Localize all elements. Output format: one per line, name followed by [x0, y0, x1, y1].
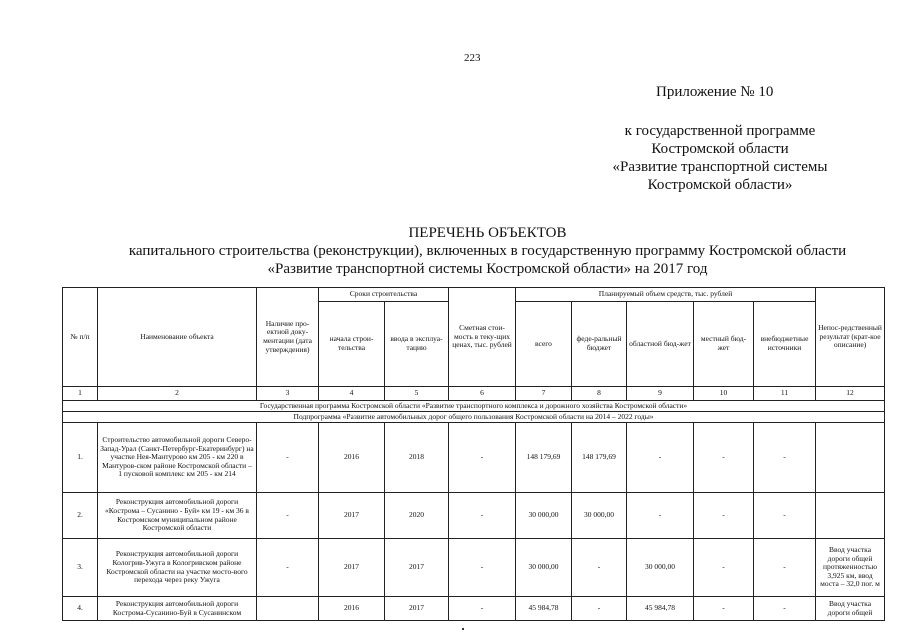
header-name: Наименование объекта: [98, 288, 257, 387]
header-federal: феде-ральный бюджет: [572, 302, 627, 387]
row-total: 30 000,00: [516, 539, 572, 597]
row-total: 148 179,69: [516, 423, 572, 493]
row-local: -: [694, 539, 754, 597]
row-offbudget: -: [754, 539, 816, 597]
row-commission: 2018: [385, 423, 449, 493]
row-result: [816, 493, 885, 539]
row-regional: 30 000,00: [627, 539, 694, 597]
row-num: 3.: [63, 539, 98, 597]
subtitle-line: Костромской области»: [647, 177, 793, 193]
row-num: 1.: [63, 423, 98, 493]
row-docs: -: [257, 423, 319, 493]
header-regional: областной бюд-жет: [627, 302, 694, 387]
header-result: Непос-редственный результат (крат-кое описание): [816, 288, 885, 387]
row-commission: 2020: [385, 493, 449, 539]
row-federal: -: [572, 597, 627, 621]
row-name: Реконструкция автомобильной дороги «Кострома – Сусанино - Буй» км 19 - км 36 в Костромском муниципальном районе Костромской области: [98, 493, 257, 539]
row-offbudget: -: [754, 423, 816, 493]
table-row: [63, 597, 885, 621]
row-total: 45 984,78: [516, 597, 572, 621]
row-docs: [257, 597, 319, 621]
column-number: 7: [516, 387, 572, 401]
row-docs: -: [257, 539, 319, 597]
header-commission: ввода в эксплуа-тацию: [385, 302, 449, 387]
program-row: Государственная программа Костромской области «Развитие транспортного комплекса и дорожного хозяйства Костромской области»: [63, 401, 885, 412]
row-num: 4.: [63, 597, 98, 621]
row-cost: -: [449, 597, 516, 621]
row-name: Реконструкция автомобильной дороги Кострома-Сусанино-Буй в Сусанинском: [98, 597, 257, 621]
column-number: 8: [572, 387, 627, 401]
row-result: Ввод участка дороги общей: [816, 597, 885, 621]
scan-speck: [462, 628, 464, 630]
header-cost: Сметная стои-мость в теку-щих ценах, тыс. рублей: [449, 288, 516, 387]
table-row: [63, 539, 885, 597]
row-num: 2.: [63, 493, 98, 539]
subtitle-line: к государственной программе: [624, 123, 816, 139]
row-regional: 45 984,78: [627, 597, 694, 621]
row-federal: 148 179,69: [572, 423, 627, 493]
row-total: 30 000,00: [516, 493, 572, 539]
row-cost: -: [449, 539, 516, 597]
subtitle-line: «Развитие транспортной системы: [612, 159, 828, 175]
title-line: капитального строительства (реконструкции), включенных в государственную программу Костромской области: [128, 243, 847, 259]
header-terms-group: Сроки строительства: [319, 288, 449, 302]
row-federal: -: [572, 539, 627, 597]
row-name: Реконструкция автомобильной дороги Кологрив-Ужуга в Кологривском районе Костромской области на участке мосто-вого перехода через реку Ужуга: [98, 539, 257, 597]
row-name: Строительство автомобильной дороги Северо-Запад-Урал (Санкт-Петербург-Екатеринбург) на участке Нея-Мантурово км 205 - км 220 в Мантуров-ском районе Костромской области – 1 пусковой комплекс км 205 - км 214: [98, 423, 257, 493]
row-cost: -: [449, 423, 516, 493]
header-num: № п/п: [63, 288, 98, 387]
row-start: 2017: [319, 539, 385, 597]
appendix-label: Приложение № 10: [656, 84, 774, 100]
column-number: 11: [754, 387, 816, 401]
header-total: всего: [516, 302, 572, 387]
header-docs: Наличие про-ектной доку-ментации (дата утверждения): [257, 288, 319, 387]
row-start: 2016: [319, 423, 385, 493]
column-number: 6: [449, 387, 516, 401]
row-federal: 30 000,00: [572, 493, 627, 539]
column-number: 10: [694, 387, 754, 401]
row-offbudget: -: [754, 597, 816, 621]
page-number: 223: [464, 52, 481, 64]
row-start: 2016: [319, 597, 385, 621]
header-offbudget: внебюджетные источники: [754, 302, 816, 387]
column-number: 12: [816, 387, 885, 401]
appendix-subtitle: [590, 122, 850, 194]
row-regional: -: [627, 493, 694, 539]
header-local: местный бюд-жет: [694, 302, 754, 387]
column-number: 4: [319, 387, 385, 401]
row-offbudget: -: [754, 493, 816, 539]
row-cost: -: [449, 493, 516, 539]
row-local: -: [694, 597, 754, 621]
row-start: 2017: [319, 493, 385, 539]
column-number: 3: [257, 387, 319, 401]
row-local: -: [694, 493, 754, 539]
subprogram-row: Подпрограмма «Развитие автомобильных дорог общего пользования Костромской области на 2014 – 2022 годы»: [63, 412, 885, 423]
header-start: начала строи-тельства: [319, 302, 385, 387]
column-number: 5: [385, 387, 449, 401]
row-commission: 2017: [385, 597, 449, 621]
column-number: 2: [98, 387, 257, 401]
header-funds-group: Планируемый объем средств, тыс. рублей: [516, 288, 816, 302]
row-docs: -: [257, 493, 319, 539]
column-number: 1: [63, 387, 98, 401]
column-number: 9: [627, 387, 694, 401]
row-result: Ввод участка дороги общей протяженностью 3,925 км, ввод моста – 32,0 пог. м: [816, 539, 885, 597]
table-row: [63, 423, 885, 493]
document-title: [60, 224, 905, 278]
objects-table: [62, 287, 885, 621]
subtitle-line: Костромской области: [651, 141, 789, 157]
row-local: -: [694, 423, 754, 493]
title-line: ПЕРЕЧЕНЬ ОБЪЕКТОВ: [408, 225, 567, 241]
title-line: «Развитие транспортной системы Костромской области» на 2017 год: [267, 261, 708, 277]
table-row: [63, 493, 885, 539]
row-result: [816, 423, 885, 493]
row-commission: 2017: [385, 539, 449, 597]
row-regional: -: [627, 423, 694, 493]
